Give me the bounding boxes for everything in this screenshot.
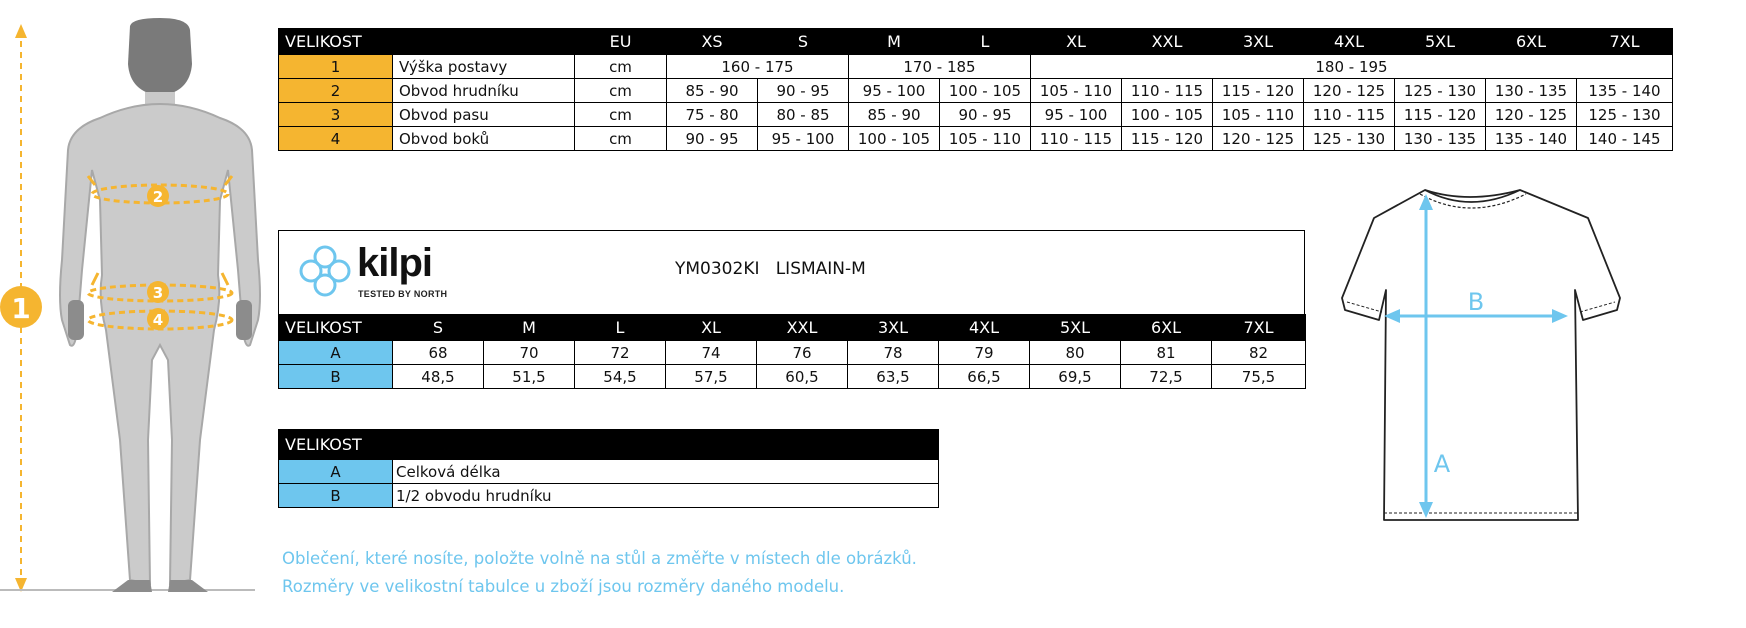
header-cell: S (758, 29, 849, 55)
table-cell: 135 - 140 (1577, 79, 1673, 103)
header-cell: XXL (1122, 29, 1213, 55)
table-cell: 68 (393, 341, 484, 365)
product-title (675, 259, 866, 279)
table-cell: 75 - 80 (667, 103, 758, 127)
svg-text:1: 1 (11, 292, 31, 325)
table-cell: 130 - 135 (1395, 127, 1486, 151)
header-cell: L (575, 315, 666, 341)
table-cell: 85 - 90 (667, 79, 758, 103)
table-cell: 82 (1212, 341, 1306, 365)
table-cell: 60,5 (757, 365, 848, 389)
header-cell: M (849, 29, 940, 55)
row-unit: cm (575, 55, 667, 79)
row-label: Výška postavy (393, 55, 575, 79)
table-cell: 125 - 130 (1577, 103, 1673, 127)
table-cell: 180 - 195 (1031, 55, 1673, 79)
row-description: Celková délka (393, 460, 939, 484)
tshirt-label-a: A (1433, 450, 1451, 478)
table-cell: 90 - 95 (940, 103, 1031, 127)
table-cell: 120 - 125 (1486, 103, 1577, 127)
header-cell: 5XL (1395, 29, 1486, 55)
table-cell: 110 - 115 (1031, 127, 1122, 151)
table-cell: 160 - 175 (667, 55, 849, 79)
header-cell: 7XL (1577, 29, 1673, 55)
row-number: 3 (279, 103, 393, 127)
table-cell: 90 - 95 (758, 79, 849, 103)
table-cell: 48,5 (393, 365, 484, 389)
table-cell: 79 (939, 341, 1030, 365)
row-number: 2 (279, 79, 393, 103)
table-cell: 81 (1121, 341, 1212, 365)
table-cell: 66,5 (939, 365, 1030, 389)
svg-text:4: 4 (152, 311, 164, 329)
table-cell: 63,5 (848, 365, 939, 389)
header-cell: VELIKOST (279, 430, 393, 460)
legend-table-header (279, 430, 939, 460)
brand-tagline: TESTED BY NORTH (358, 289, 448, 299)
table-row (279, 103, 1673, 127)
table-cell: 110 - 115 (1122, 79, 1213, 103)
header-cell: 3XL (848, 315, 939, 341)
table-row (279, 79, 1673, 103)
row-unit: cm (575, 127, 667, 151)
svg-text:2: 2 (152, 188, 164, 206)
header-cell: 7XL (1212, 315, 1306, 341)
row-label: Obvod pasu (393, 103, 575, 127)
header-cell: VELIKOST (279, 29, 393, 55)
table-cell: 75,5 (1212, 365, 1306, 389)
table-cell: 115 - 120 (1213, 79, 1304, 103)
row-label: Obvod hrudníku (393, 79, 575, 103)
row-label: A (279, 341, 393, 365)
table-cell: 115 - 120 (1122, 127, 1213, 151)
table-cell: 72 (575, 341, 666, 365)
header-cell: XL (666, 315, 757, 341)
table-cell: 170 - 185 (849, 55, 1031, 79)
header-cell: M (484, 315, 575, 341)
row-label: B (279, 365, 393, 389)
row-label: Obvod boků (393, 127, 575, 151)
svg-text:3: 3 (152, 284, 164, 302)
table-cell: 100 - 105 (849, 127, 940, 151)
header-cell: EU (575, 29, 667, 55)
table-cell: 95 - 100 (1031, 103, 1122, 127)
kilpi-logo-icon (295, 241, 355, 301)
body-measurement-figure (0, 0, 270, 600)
row-label: B (279, 484, 393, 508)
table-cell: 51,5 (484, 365, 575, 389)
header-cell: XS (667, 29, 758, 55)
table-cell: 76 (757, 341, 848, 365)
table-cell: 69,5 (1030, 365, 1121, 389)
table-cell: 80 (1030, 341, 1121, 365)
table-row (279, 55, 1673, 79)
header-cell: VELIKOST (279, 315, 393, 341)
table-cell: 110 - 115 (1304, 103, 1395, 127)
table-cell: 70 (484, 341, 575, 365)
header-cell: 4XL (939, 315, 1030, 341)
header-cell: XL (1031, 29, 1122, 55)
header-cell: 3XL (1213, 29, 1304, 55)
header-cell: S (393, 315, 484, 341)
table-cell: 100 - 105 (1122, 103, 1213, 127)
table-cell: 74 (666, 341, 757, 365)
table-cell: 78 (848, 341, 939, 365)
table-cell: 105 - 110 (1213, 103, 1304, 127)
table-cell: 80 - 85 (758, 103, 849, 127)
body-table-header (279, 29, 1673, 55)
table-cell: 57,5 (666, 365, 757, 389)
table-cell: 100 - 105 (940, 79, 1031, 103)
table-cell: 135 - 140 (1486, 127, 1577, 151)
header-cell: L (940, 29, 1031, 55)
measurement-legend-table (278, 429, 939, 508)
table-cell: 105 - 110 (940, 127, 1031, 151)
header-cell: 6XL (1121, 315, 1212, 341)
header-cell: XXL (757, 315, 848, 341)
header-cell: 5XL (1030, 315, 1121, 341)
footer-note-line1: Oblečení, které nosíte, položte volně na stůl a změřte v místech dle obrázků. (282, 549, 917, 568)
footer-note-line2: Rozměry ve velikostní tabulce u zboží jsou rozměry daného modelu. (282, 577, 845, 596)
table-row (279, 460, 939, 484)
table-cell: 85 - 90 (849, 103, 940, 127)
body-size-table (278, 28, 1673, 151)
row-description: 1/2 obvodu hrudníku (393, 484, 939, 508)
header-cell: 4XL (1304, 29, 1395, 55)
header-cell (393, 430, 939, 460)
brand-name: kilpi (357, 241, 433, 285)
table-cell: 130 - 135 (1486, 79, 1577, 103)
tshirt-diagram-icon (1320, 180, 1630, 525)
table-cell: 120 - 125 (1304, 79, 1395, 103)
table-cell: 120 - 125 (1213, 127, 1304, 151)
product-code: YM0302KI (675, 259, 760, 279)
table-cell: 54,5 (575, 365, 666, 389)
table-row (279, 341, 1306, 365)
product-name: LISMAIN-M (775, 259, 866, 279)
table-cell: 125 - 130 (1304, 127, 1395, 151)
table-cell: 95 - 100 (849, 79, 940, 103)
table-cell: 140 - 145 (1577, 127, 1673, 151)
table-row (279, 365, 1306, 389)
row-label: A (279, 460, 393, 484)
table-cell: 90 - 95 (667, 127, 758, 151)
table-cell: 125 - 130 (1395, 79, 1486, 103)
table-cell: 115 - 120 (1395, 103, 1486, 127)
product-size-table (278, 314, 1306, 389)
table-row (279, 127, 1673, 151)
table-cell: 95 - 100 (758, 127, 849, 151)
tshirt-label-b: B (1467, 288, 1485, 316)
product-table-header (279, 315, 1306, 341)
table-cell: 105 - 110 (1031, 79, 1122, 103)
row-unit: cm (575, 103, 667, 127)
header-cell: 6XL (1486, 29, 1577, 55)
table-row (279, 484, 939, 508)
row-number: 1 (279, 55, 393, 79)
row-number: 4 (279, 127, 393, 151)
table-cell: 72,5 (1121, 365, 1212, 389)
row-unit: cm (575, 79, 667, 103)
product-header (278, 230, 1305, 314)
header-cell (393, 29, 575, 55)
